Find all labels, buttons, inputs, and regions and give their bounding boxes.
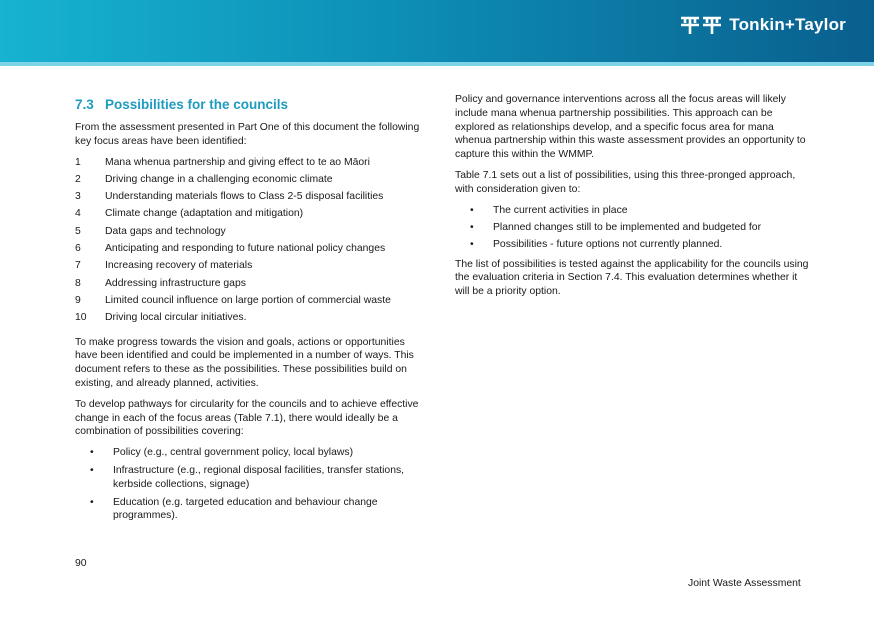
focus-areas-list: [75, 156, 425, 329]
table-intro-paragraph: Table 7.1 sets out a list of possibilities, using this three-pronged approach, with consideration given to:: [455, 169, 796, 195]
focus-area-text: Driving local circular initiatives.: [105, 312, 247, 324]
focus-area-number: 8: [75, 277, 81, 289]
possibility-type-item: • Infrastructure (e.g., regional disposal facilities, transfer stations, kerbside collections, signage): [75, 464, 425, 492]
consideration-item: • Possibilities - future options not currently planned.: [455, 238, 810, 252]
focus-area-number: 7: [75, 260, 81, 272]
possibility-type-item: • Policy (e.g., central government policy, local bylaws): [75, 446, 425, 460]
focus-area-text: Data gaps and technology: [105, 225, 226, 237]
evaluation-paragraph: The list of possibilities is tested against the applicability for the councils using the evaluation criteria in Section 7.4. This evaluation determines whether it will be a priority option.: [455, 258, 809, 298]
focus-area-item: [75, 259, 425, 276]
focus-area-text: Driving change in a challenging economic climate: [105, 173, 333, 185]
focus-area-text: Climate change (adaptation and mitigation): [105, 208, 304, 220]
right-column: [455, 93, 810, 306]
intro-paragraph: From the assessment presented in Part One of this document the following key focus areas have been identified:: [75, 122, 420, 147]
brand-logo: [679, 14, 846, 36]
focus-area-item: [75, 311, 425, 328]
possibility-type-item: • Education (e.g. targeted education and behaviour change programmes).: [75, 496, 425, 524]
footer-document-title: Joint Waste Assessment: [688, 578, 801, 589]
focus-area-number: 3: [75, 191, 81, 203]
section-number: 7.3: [75, 97, 94, 112]
focus-area-item: [75, 207, 425, 224]
focus-area-number: 1: [75, 156, 81, 168]
consideration-item: • Planned changes still to be implemented and budgeted for: [455, 221, 810, 235]
left-column: [75, 96, 425, 529]
page-number: 90: [75, 558, 87, 569]
focus-area-number: 2: [75, 173, 81, 185]
focus-area-number: 6: [75, 243, 81, 255]
focus-area-item: [75, 242, 425, 259]
consideration-item: • The current activities in place: [455, 204, 810, 218]
section-heading: [75, 96, 425, 114]
focus-area-text: Increasing recovery of materials: [105, 260, 253, 272]
header-accent-line: [0, 62, 874, 66]
pathways-paragraph: To develop pathways for circularity for the councils and to achieve effective change in each of the focus areas (Table 7.1), there would ideally be a combination of possibilities covering:: [75, 398, 419, 438]
focus-area-text: Understanding materials flows to Class 2-5 disposal facilities: [105, 191, 384, 203]
tt-logo-icon: [679, 14, 723, 36]
focus-area-number: 10: [75, 312, 87, 324]
focus-area-item: [75, 225, 425, 242]
focus-area-item: [75, 294, 425, 311]
considerations-list: [455, 204, 810, 252]
focus-area-number: 5: [75, 225, 81, 237]
focus-area-text: Addressing infrastructure gaps: [105, 277, 246, 289]
header-banner: [0, 0, 874, 62]
focus-area-text: Mana whenua partnership and giving effect to te ao Māori: [105, 156, 370, 168]
possibilities-paragraph: To make progress towards the vision and goals, actions or opportunities have been identified and could be implemented in a number of ways. This document refers to these as the possibilities. These possibilities build on existing, and already planned, activities.: [75, 336, 414, 389]
focus-area-item: [75, 173, 425, 190]
possibility-types-list: [75, 446, 425, 523]
focus-area-number: 4: [75, 208, 81, 220]
section-title: Possibilities for the councils: [105, 97, 289, 112]
focus-area-item: [75, 277, 425, 294]
focus-area-text: Anticipating and responding to future national policy changes: [105, 243, 386, 255]
focus-area-item: [75, 190, 425, 207]
brand-name: Tonkin+Taylor: [729, 15, 846, 34]
focus-area-text: Limited council influence on large portion of commercial waste: [105, 294, 391, 306]
focus-area-item: [75, 156, 425, 173]
governance-paragraph: Policy and governance interventions across all the focus areas will likely include mana whenua partnership possibilities. This approach can be explored as relationships develop, and a specific focus area for mana whenua partnership within this waste assessment provides an opportunity to capture this within the WMMP.: [455, 94, 806, 161]
focus-area-number: 9: [75, 294, 81, 306]
